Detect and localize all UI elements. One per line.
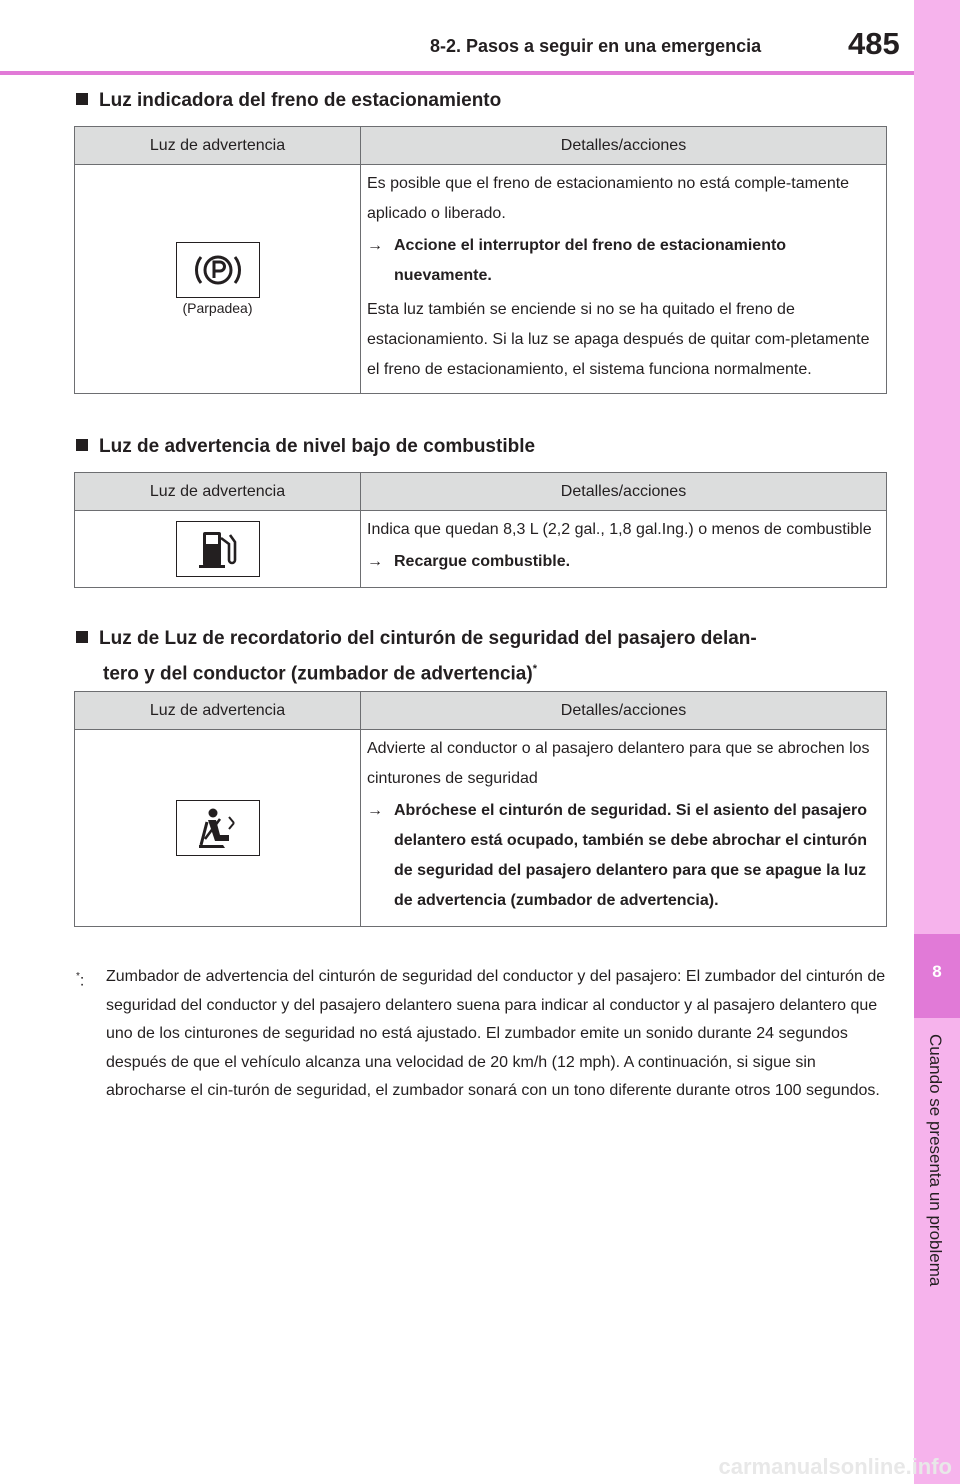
page-number: 485	[848, 26, 900, 61]
warning-table-seatbelt	[74, 691, 887, 927]
footnote-marker: *	[532, 663, 537, 675]
column-header-details: Detalles/acciones	[361, 692, 887, 730]
table-row	[75, 511, 887, 588]
square-bullet-icon	[76, 631, 88, 643]
arrow-right-icon: →	[367, 553, 383, 570]
table-header-row	[75, 127, 887, 165]
action-item	[367, 796, 882, 916]
action-text: Abróchese el cinturón de seguridad. Si el asiento del pasajero delantero está ocupado, también se debe abrochar el cinturón de seguridad del pasajero delantero para que se apague la luz de advertencia (zumbador de advertencia).	[394, 802, 868, 909]
section-heading-seatbelt	[76, 624, 757, 689]
square-bullet-icon	[76, 93, 88, 105]
parking-brake-icon	[176, 242, 260, 298]
detail-paragraph: Indica que quedan 8,3 L (2,2 gal., 1,8 gal.Ing.) o menos de combustible	[367, 521, 872, 538]
watermark: carmanualsonline.info	[718, 1454, 952, 1479]
footnote-text: Zumbador de advertencia del cinturón de seguridad del conductor y del pasajero: El zumbador del cinturón de seguridad del conductor y del pasajero delantero suena para indicar al conductor y al pasajero delantero que uno de los cinturones de seguridad no está ajustado. El zumbador emite un sonido durante 24 segundos después de que el vehículo alcanza una velocidad de 20 km/h (12 mph). A continuación, si sigue sin abrocharse el cin-turón de seguridad, el zumbador sonará con un tono diferente durante otros 100 segundos.	[106, 968, 886, 1100]
footnote	[76, 963, 886, 1106]
arrow-right-icon: →	[367, 802, 383, 819]
footnote-mark: *:	[76, 971, 85, 990]
warning-table-parking-brake	[74, 126, 887, 394]
action-text: Accione el interruptor del freno de estacionamiento nuevamente.	[394, 237, 787, 284]
warning-table-low-fuel	[74, 472, 887, 588]
detail-paragraph: Es posible que el freno de estacionamiento no está comple-tamente aplicado o liberado.	[367, 175, 850, 222]
action-item	[367, 547, 882, 577]
table-row	[75, 730, 887, 927]
column-header-details: Detalles/acciones	[361, 473, 887, 511]
action-text: Recargue combustible.	[394, 553, 571, 570]
icon-cell	[75, 511, 361, 588]
column-header-warning-light: Luz de advertencia	[75, 127, 361, 165]
section-heading-low-fuel	[76, 432, 535, 462]
icon-cell	[75, 165, 361, 394]
detail-paragraph: Advierte al conductor o al pasajero delantero para que se abrochen los cinturones de seguridad	[367, 740, 870, 787]
section-heading-parking-brake	[76, 86, 501, 116]
square-bullet-icon	[76, 439, 88, 451]
chapter-number: 8	[932, 962, 942, 981]
heading-text-line1: Luz de Luz de recordatorio del cinturón de seguridad del pasajero delan-	[99, 628, 757, 649]
details-cell	[361, 730, 887, 927]
column-header-details: Detalles/acciones	[361, 127, 887, 165]
column-header-warning-light: Luz de advertencia	[75, 692, 361, 730]
action-item	[367, 231, 882, 291]
section-header: 8-2. Pasos a seguir en una emergencia	[430, 36, 762, 56]
icon-cell	[75, 730, 361, 927]
blink-caption: (Parpadea)	[182, 300, 253, 316]
details-cell	[361, 511, 887, 588]
heading-text-line2: tero y del conductor (zumbador de advertencia)	[103, 663, 533, 685]
heading-text: Luz de advertencia de nivel bajo de combustible	[99, 436, 536, 457]
table-row	[75, 165, 887, 394]
table-header-row	[75, 692, 887, 730]
chapter-label: Cuando se presenta un problema	[926, 1034, 945, 1287]
seatbelt-icon	[176, 800, 260, 856]
details-cell	[361, 165, 887, 394]
heading-text: Luz indicadora del freno de estacionamiento	[99, 90, 502, 111]
column-header-warning-light: Luz de advertencia	[75, 473, 361, 511]
fuel-pump-icon	[176, 521, 260, 577]
header-rule	[0, 71, 914, 75]
table-header-row	[75, 473, 887, 511]
detail-paragraph: Esta luz también se enciende si no se ha quitado el freno de estacionamiento. Si la luz se apaga después de quitar com-pletamente el freno de estacionamiento, el sistema funciona normalmente.	[367, 301, 870, 378]
arrow-right-icon: →	[367, 237, 383, 254]
